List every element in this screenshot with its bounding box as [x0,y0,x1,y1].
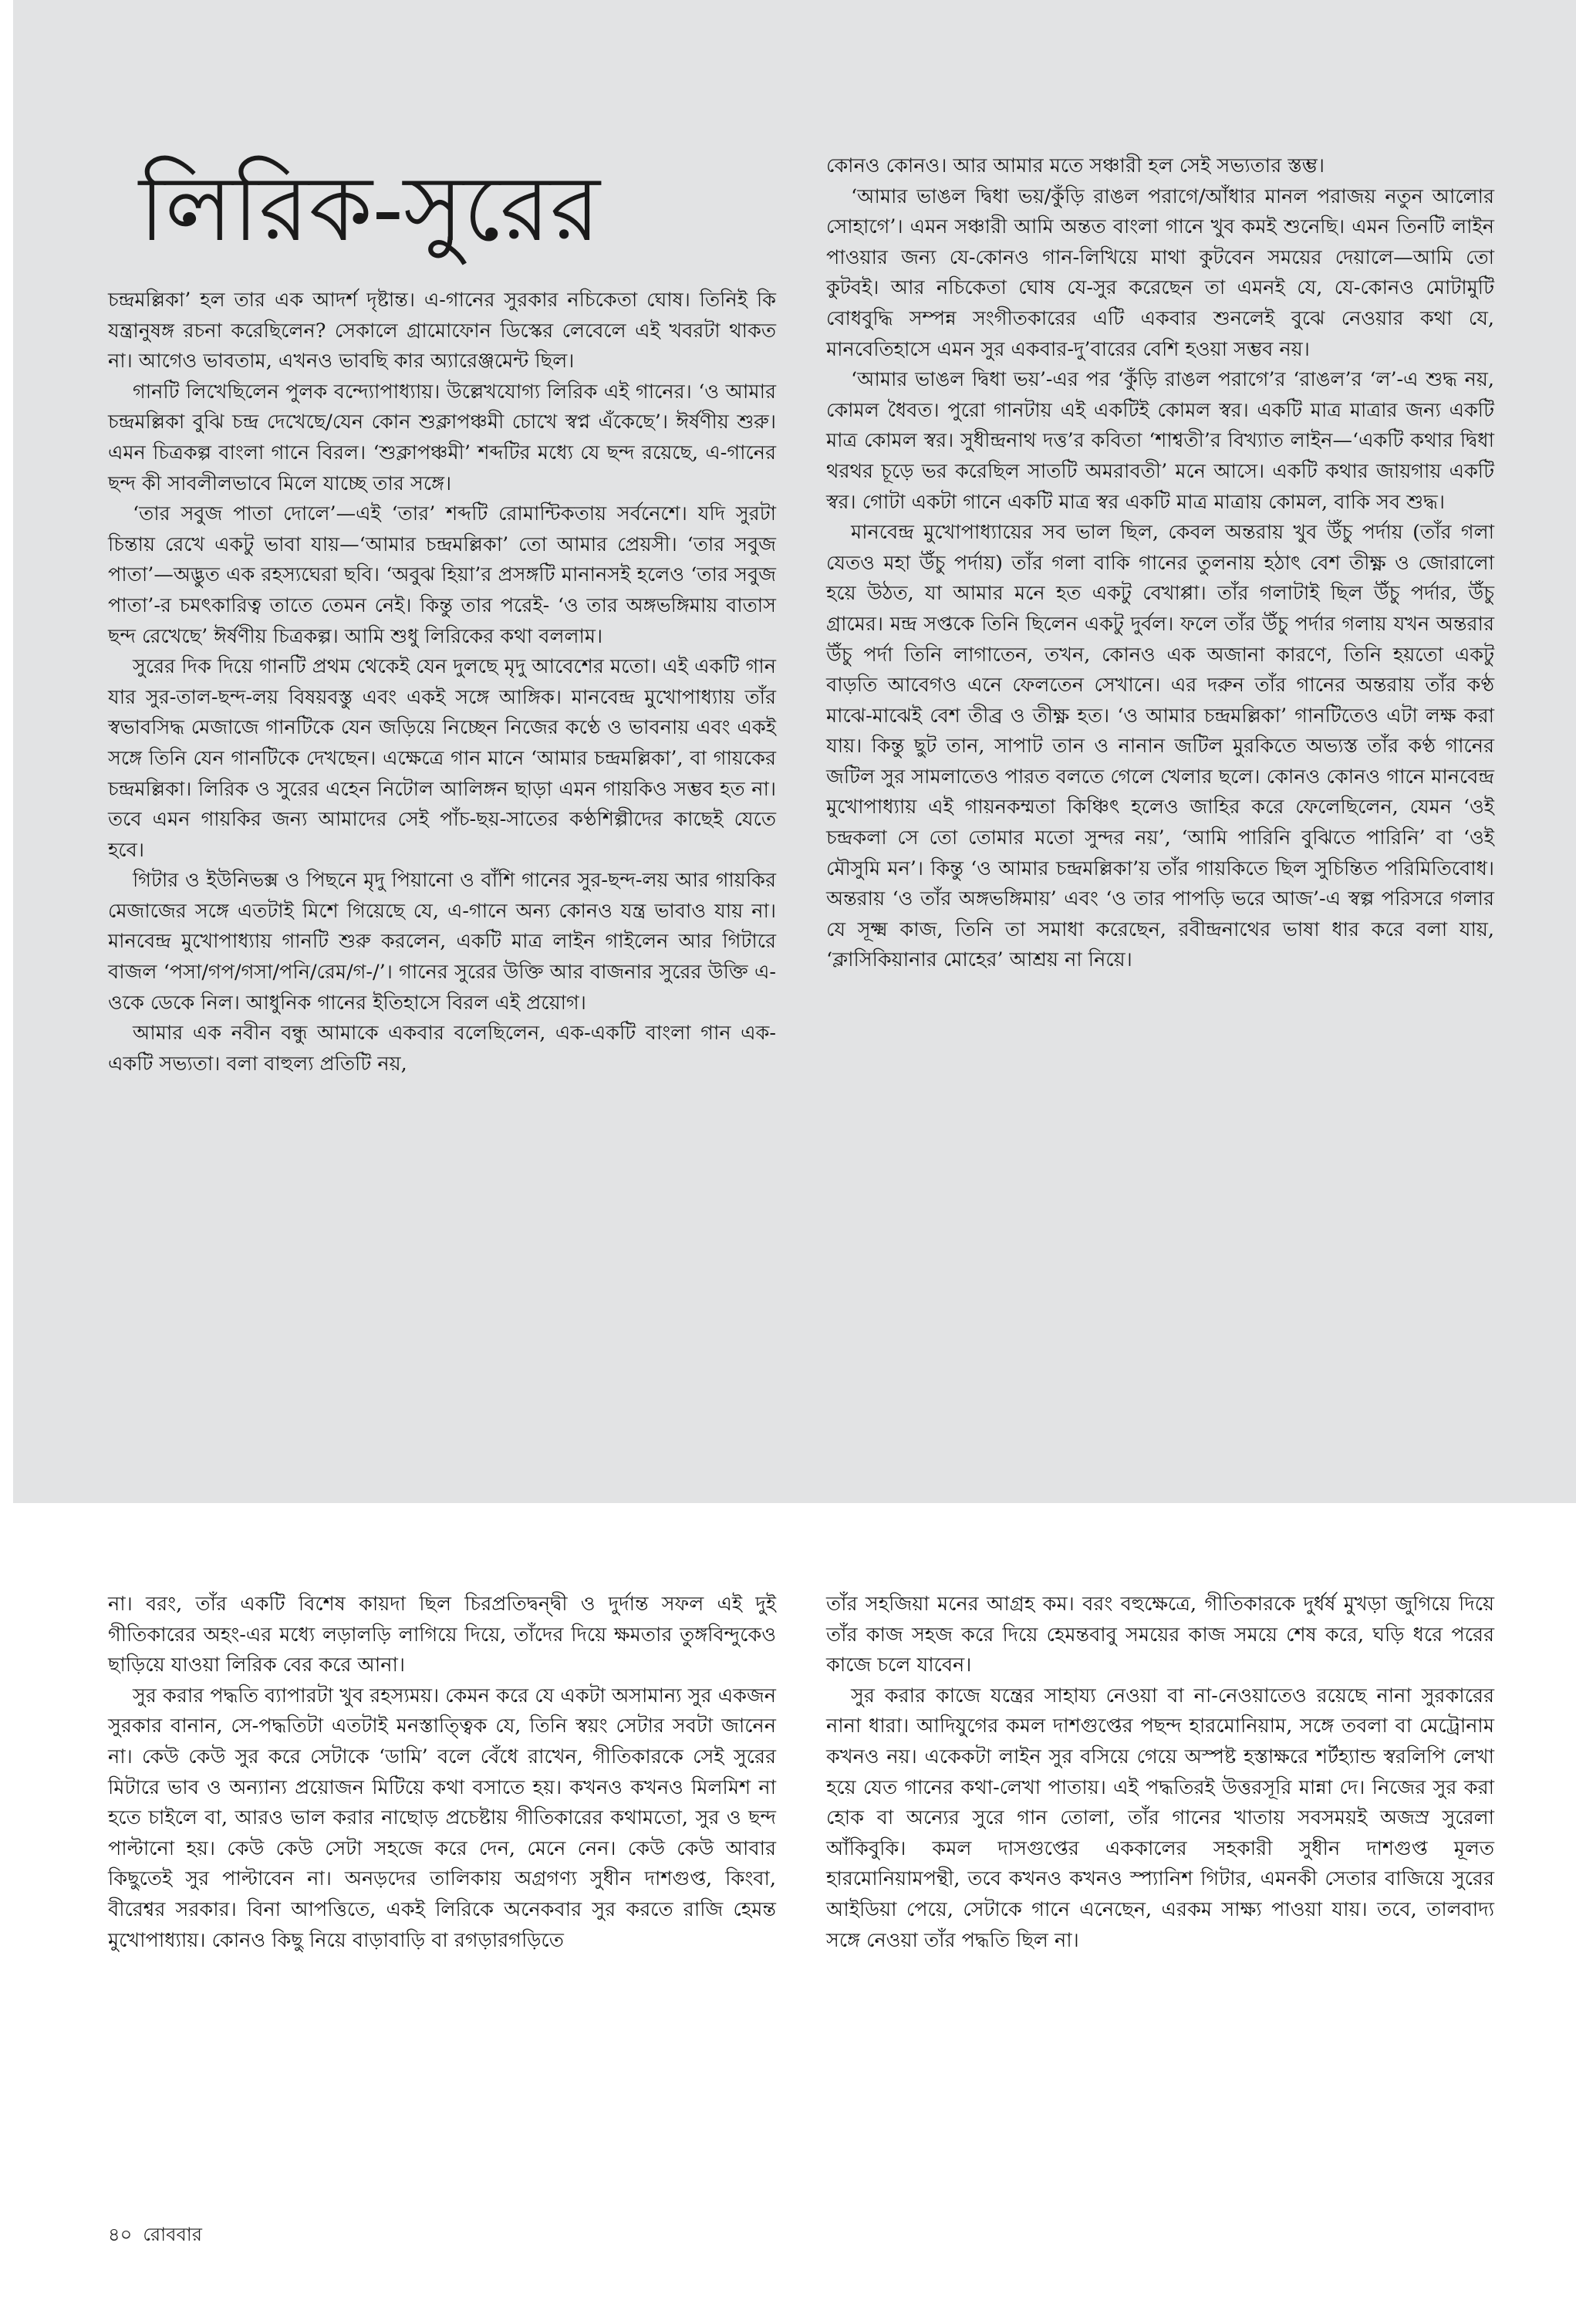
paragraph: গানটি লিখেছিলেন পুলক বন্দ্যোপাধ্যায়। উল্লেখযোগ্য লিরিক এই গানের। ‘ও আমার চন্দ্রমল্লিকা বুঝি চন্দ্র দেখেছে/যেন কোন শুক্লাপঞ্চমী চোখে স্বপ্ন এঁকেছে’। ঈর্ষণীয় শুরু। এমন চিত্রকল্প বাংলা গানে বিরল। ‘শুক্লাপঞ্চমী’ শব্দটির মধ্যে যে ছন্দ রয়েছে, এ-গানের ছন্দ কী সাবলীলভাবে মিলে যাচ্ছে তার সঙ্গে। [108,380,776,495]
paragraph: তাঁর সহজিয়া মনের আগ্রহ কম। বরং বহুক্ষেত্রে, গীতিকারকে দুর্ধর্ষ মুখড়া জুগিয়ে দিয়ে তাঁর কাজ সহজ করে দিয়ে হেমন্তবাবু সময়ের কাজ সময়ে শেষ করে, ঘড়ি ধরে পরের কাজে চলে যাবেন। [826,1593,1494,1677]
paragraph: আমার এক নবীন বন্ধু আমাকে একবার বলেছিলেন, এক-একটি বাংলা গান এক-একটি সভ্যতা। বলা বাহুল্য প্রতিটি নয়, [108,1022,776,1076]
paragraph: না। বরং, তাঁর একটি বিশেষ কায়দা ছিল চিরপ্রতিদ্বন্দ্বী ও দুর্দান্ত সফল এই দুই গীতিকারের অহং-এর মধ্যে লড়ালড়ি লাগিয়ে দিয়ে, তাঁদের দিয়ে ক্ষমতার তুঙ্গবিন্দুকেও ছাড়িয়ে যাওয়া লিরিক বের করে আনা। [108,1593,776,1677]
paragraph: সুর করার পদ্ধতি ব্যাপারটা খুব রহস্যময়। কেমন করে যে একটা অসামান্য সুর একজন সুরকার বানান, সে-পদ্ধতিটা এতটাই মনস্তাত্ত্বিক যে, তিনি স্বয়ং সেটার সবটা জানেন না। কেউ কেউ সুর করে সেটাকে ‘ডামি’ বলে বেঁধে রাখেন, গীতিকারকে সেই সুরের মিটারে ভাব ও অন্যান্য প্রয়োজন মিটিয়ে কথা বসাতে হয়। কখনও কখনও মিলমিশ না হতে চাইলে বা, আরও ভাল করার নাছোড় প্রচেষ্টায় গীতিকারের কথামতো, সুর ও ছন্দ পাল্টানো হয়। কেউ কেউ সেটা সহজে করে দেন, মেনে নেন। কেউ কেউ আবার কিছুতেই সুর পাল্টাবেন না। অনড়দের তালিকায় অগ্রগণ্য সুধীন দাশগুপ্ত, কিংবা, বীরেশ্বর সরকার। বিনা আপত্তিতে, একই লিরিকে অনেকবার সুর করতে রাজি হেমন্ত মুখোপাধ্যায়। কোনও কিছু নিয়ে বাড়াবাড়ি বা রগড়ারগড়িতে [108,1684,776,1952]
paragraph: সুরের দিক দিয়ে গানটি প্রথম থেকেই যেন দুলছে মৃদু আবেশের মতো। এই একটি গান যার সুর-তাল-ছন্দ-লয় বিষয়বস্তু এবং একই সঙ্গে আঙ্গিক। মানবেন্দ্র মুখোপাধ্যায় তাঁর স্বভাবসিদ্ধ মেজাজে গানটিকে যেন জড়িয়ে নিচ্ছেন নিজের কণ্ঠে ও ভাবনায় এবং একই সঙ্গে তিনি যেন গানটিকে দেখছেন। এক্ষেত্রে গান মানে ‘আমার চন্দ্রমল্লিকা’, বা গায়কের চন্দ্রমল্লিকা। লিরিক ও সুরের এহেন নিটোল আলিঙ্গন ছাড়া এমন গায়কিও সম্ভব হত না। তবে এমন গায়কির জন্য আমাদের সেই পাঁচ-ছয়-সাতের কণ্ঠশিল্পীদের কাছেই যেতে হবে। [108,655,776,862]
paragraph: চন্দ্রমল্লিকা’ হল তার এক আদর্শ দৃষ্টান্ত। এ-গানের সুরকার নচিকেতা ঘোষ। তিনিই কি যন্ত্রানুষঙ্গ রচনা করেছিলেন? সেকালে গ্রামোফোন ডিস্কের লেবেলে এই খবরটা থাকত না। আগেও ভাবতাম, এখনও ভাবছি কার অ্যারেঞ্জমেন্ট ছিল। [108,289,776,373]
paragraph: গিটার ও ইউনিভক্স ও পিছনে মৃদু পিয়ানো ও বাঁশি গানের সুর-ছন্দ-লয় আর গায়কির মেজাজের সঙ্গে এতটাই মিশে গিয়েছে যে, এ-গানে অন্য কোনও যন্ত্র ভাবাও যায় না। মানবেন্দ্র মুখোপাধ্যায় গানটি শুরু করলেন, একটি মাত্র লাইন গাইলেন আর গিটারে বাজল ‘পসা/গপ/গসা/পনি/রেম/গ-/’। গানের সুরের উক্তি আর বাজনার সুরের উক্তি এ-ওকে ডেকে নিল। আধুনিক গানের ইতিহাসে বিরল এই প্রয়োগ। [108,869,776,1015]
page-footer [108,2222,213,2247]
text-column-3 [108,1589,776,1956]
text-column-4 [826,1589,1494,1956]
text-column-2 [826,151,1494,976]
paragraph: মানবেন্দ্র মুখোপাধ্যায়ের সব ভাল ছিল, কেবল অন্তরায় খুব উঁচু পর্দায় (তাঁর গলা যেতও মহা উঁচু পর্দায়) তাঁর গলা বাকি গানের তুলনায় হঠাৎ বেশ তীক্ষ্ণ ও জোরালো হয়ে উঠত, যা আমার মনে হত একটু বেখাপ্পা। তাঁর গলাটাই ছিল উঁচু পর্দার, উঁচু গ্রামের। মন্দ্র সপ্তকে তিনি ছিলেন একটু দুর্বল। ফলে তাঁর উঁচু পর্দার গলায় যখন অন্তরার উঁচু পর্দা তিনি লাগাতেন, তখন, কোনও এক অজানা কারণে, তিনি হয়তো একটু বাড়তি আবেগও এনে ফেলতেন সেখানে। এর দরুন তাঁর গানের অন্তরায় তাঁর কণ্ঠ মাঝে-মাঝেই বেশ তীব্র ও তীক্ষ্ণ হত। ‘ও আমার চন্দ্রমল্লিকা’ গানটিতেও এটা লক্ষ করা যায়। কিন্তু ছুট তান, সাপাট তান ও নানান জটিল মুরকিতে অভ্যস্ত তাঁর কণ্ঠ গানের জটিল সুর সামলাতেও পারত বলতে গেলে খেলার ছলে। কোনও কোনও গানে মানবেন্দ্র মুখোপাধ্যায় এই গায়নকম্মতা কিঞ্চিৎ হলেও জাহির করে ফেলেছিলেন, যেমন ‘ওই চন্দ্রকলা সে তো তোমার মতো সুন্দর নয়’, ‘আমি পারিনি বুঝিতে পারিনি’ বা ‘ওই মৌসুমি মন’। কিন্তু ‘ও আমার চন্দ্রমল্লিকা’য় তাঁর গায়কিতে ছিল সুচিন্তিত পরিমিতিবোধ। অন্তরায় ‘ও তাঁর অঙ্গভঙ্গিমায়’ এবং ‘ও তার পাপড়ি ভরে আজ’-এ স্বল্প পরিসরে গলার যে সূক্ষ্ম কাজ, তিনি তা সমাধা করেছেন, রবীন্দ্রনাথের ভাষা ধার করে বলা যায়, ‘ক্লাসিকিয়ানার মোহের’ আশ্রয় না নিয়ে। [826,521,1494,972]
paragraph: সুর করার কাজে যন্ত্রের সাহায্য নেওয়া বা না-নেওয়াতেও রয়েছে নানা সুরকারের নানা ধারা। আদিযুগের কমল দাশগুপ্তের পছন্দ হারমোনিয়াম, সঙ্গে তবলা বা মেট্রোনাম কখনও নয়। একেকটা লাইন সুর বসিয়ে গেয়ে অস্পষ্ট হস্তাক্ষরে শর্টহ্যান্ড স্বরলিপি লেখা হয়ে যেত গানের কথা-লেখা পাতায়। এই পদ্ধতিরই উত্তরসূরি মান্না দে। নিজের সুর করা হোক বা অন্যের সুরে গান তোলা, তাঁর গানের খাতায় সবসময়ই অজস্র সুরেলা আঁকিবুকি। কমল দাসগুপ্তের এককালের সহকারী সুধীন দাশগুপ্ত মূলত হারমোনিয়ামপন্থী, তবে কখনও কখনও স্প্যানিশ গিটার, এমনকী সেতার বাজিয়ে সুরের আইডিয়া পেয়ে, সেটাকে গানে এনেছেন, এরকম সাক্ষ্য পাওয়া যায়। তবে, তালবাদ্য সঙ্গে নেওয়া তাঁর পদ্ধতি ছিল না। [826,1684,1494,1952]
page-number: ৪০ [108,2224,133,2245]
paragraph: ‘তার সবুজ পাতা দোলে’—এই ‘তার’ শব্দটি রোমান্টিকতায় সর্বনেশে। যদি সুরটা চিন্তায় রেখে একটু ভাবা যায়—‘আমার চন্দ্রমল্লিকা’ তো আমার প্রেয়সী। ‘তার সবুজ পাতা’—অদ্ভুত এক রহস্যঘেরা ছবি। ‘অবুঝ হিয়া’র প্রসঙ্গটি মানানসই হলেও ‘তার সবুজ পাতা’-র চমৎকারিত্ব তাতে তেমন নেই। কিন্তু তার পরেই- ‘ও তার অঙ্গভঙ্গিমায় বাতাস ছন্দ রেখেছে’ ঈর্ষণীয় চিত্রকল্প। আমি শুধু লিরিকের কথা বললাম। [108,502,776,648]
article-headline: লিরিক-সুরের [139,155,600,262]
paragraph: ‘আমার ভাঙল দ্বিধা ভয়/কুঁড়ি রাঙল পরাগে/আঁধার মানল পরাজয় নতুন আলোর সোহাগে’। এমন সঞ্চারী আমি অন্তত বাংলা গানে খুব কমই শুনেছি। এমন তিনটি লাইন পাওয়ার জন্য যে-কোনও গান-লিখিয়ে মাথা কুটবেন সময়ের দেয়ালে—আমি তো কুটবই। আর নচিকেতা ঘোষ যে-সুর করেছেন তা এমনই যে, যে-কোনও মোটামুটি বোধবুদ্ধি সম্পন্ন সংগীতকারের এটি একবার শুনলেই বুঝে নেওয়ার কথা যে, মানবেতিহাসে এমন সুর একবার-দু’বারের বেশি হওয়া সম্ভব নয়। [826,184,1494,361]
text-column-1 [108,285,776,1079]
paragraph: কোনও কোনও। আর আমার মতে সঞ্চারী হল সেই সভ্যতার স্তম্ভ। [826,154,1325,177]
paragraph: ‘আমার ভাঙল দ্বিধা ভয়’-এর পর ‘কুঁড়ি রাঙল পরাগে’র ‘রাঙল’র ‘ল’-এ শুদ্ধ নয়, কোমল ধৈবত। পুরো গানটায় এই একটিই কোমল স্বর। একটি মাত্র মাত্রার জন্য একটি মাত্র কোমল স্বর। সুধীন্দ্রনাথ দত্ত’র কবিতা ‘শাশ্বতী’র বিখ্যাত লাইন—‘একটি কথার দ্বিধা থরথর চূড়ে ভর করেছিল সাতটি অমরাবতী’ মনে আসে। একটি কথার জায়গায় একটি স্বর। গোটা একটা গানে একটি মাত্র স্বর একটি মাত্র মাত্রায় কোমল, বাকি সব শুদ্ধ। [826,368,1494,514]
publication-name: রোববার [143,2224,202,2245]
